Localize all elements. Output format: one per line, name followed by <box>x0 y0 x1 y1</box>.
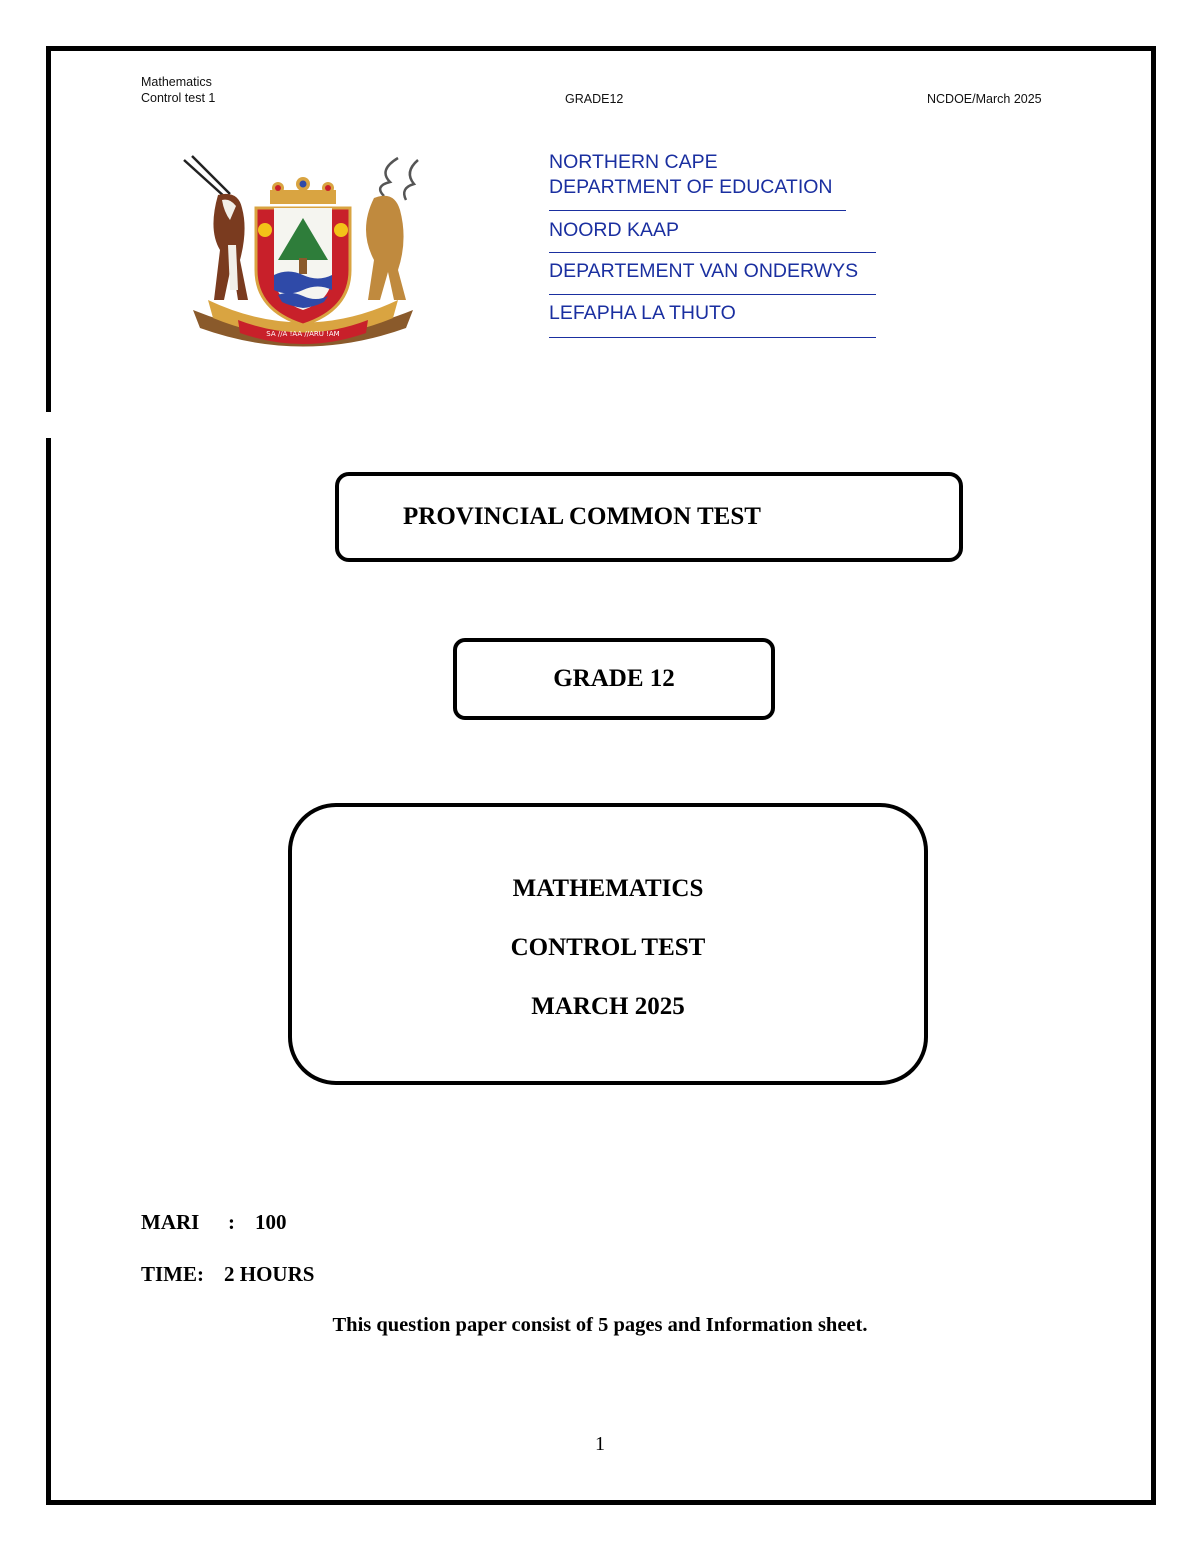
header-left <box>141 74 215 106</box>
department-line-education: DEPARTMENT OF EDUCATION <box>549 176 833 198</box>
department-divider <box>549 337 876 338</box>
date-line: MARCH 2025 <box>531 993 685 1020</box>
grade-box <box>453 638 775 720</box>
grade-text: GRADE 12 <box>553 665 675 692</box>
department-line-lefapha: LEFAPHA LA THUTO <box>549 302 736 324</box>
time-row <box>141 1262 441 1292</box>
department-divider <box>549 294 876 295</box>
crest-motto: SA //A !AA //ARU !AM <box>266 330 340 338</box>
subject-box <box>288 803 928 1085</box>
department-line-onderwys: DEPARTEMENT VAN ONDERWYS <box>549 260 859 282</box>
time-value: 2 HOURS <box>224 1262 315 1286</box>
border-notch <box>44 412 54 438</box>
header-test: Control test 1 <box>141 91 216 105</box>
department-line-noord-kaap: NOORD KAAP <box>549 219 680 241</box>
department-line-northern-cape: NORTHERN CAPE <box>549 151 718 173</box>
marks-separator: : <box>228 1210 235 1234</box>
subject-line: MATHEMATICS <box>512 875 704 902</box>
paper-note: This question paper consist of 5 pages and Information sheet. <box>332 1314 868 1336</box>
header-grade: GRADE12 <box>565 92 624 106</box>
header-subject: Mathematics <box>141 75 212 89</box>
coat-of-arms-logo <box>178 150 428 355</box>
header-ref: NCDOE/March 2025 <box>927 92 1042 106</box>
marks-value: 100 <box>255 1210 287 1234</box>
page-number: 1 <box>595 1433 605 1455</box>
department-divider <box>549 210 846 211</box>
title-text: PROVINCIAL COMMON TEST <box>403 503 761 530</box>
time-label: TIME: <box>141 1262 204 1286</box>
title-box <box>335 472 963 562</box>
test-line: CONTROL TEST <box>510 934 706 961</box>
marks-row <box>141 1210 441 1240</box>
marks-label: MARI <box>141 1210 200 1234</box>
department-divider <box>549 252 876 253</box>
